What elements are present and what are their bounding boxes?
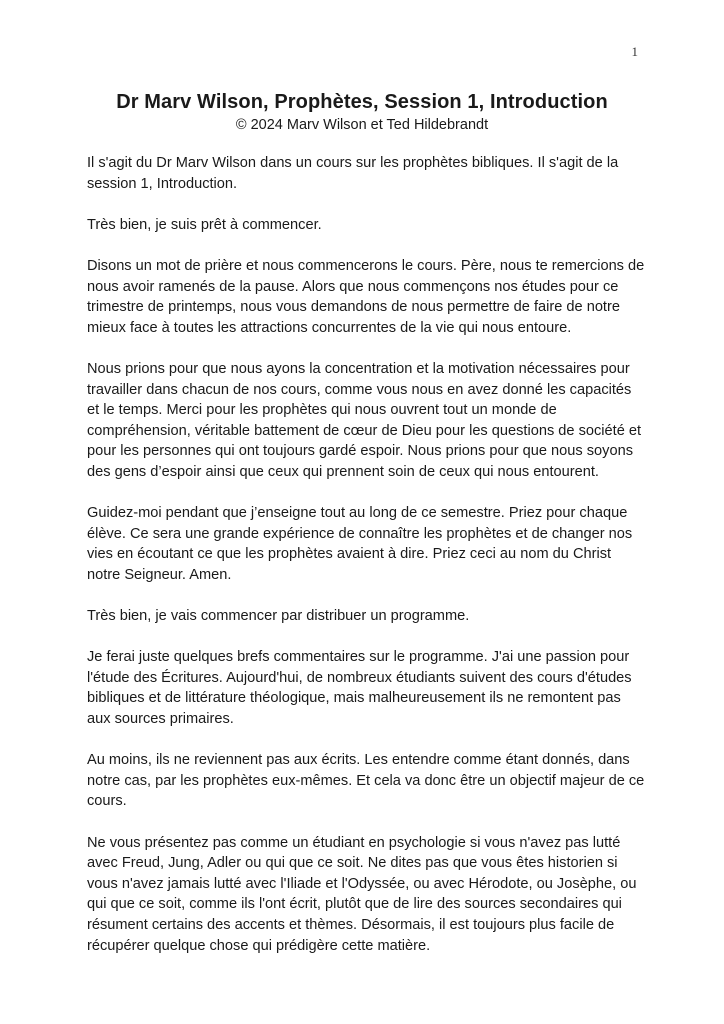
paragraph: Au moins, ils ne reviennent pas aux écrits. Les entendre comme étant donnés, dans notre cas, par les prophètes eux-mêmes. Et cela va donc être un objectif majeur de ce cours.: [87, 752, 645, 810]
page-number: 1: [631, 44, 638, 59]
document-header: [0, 90, 724, 135]
paragraph: Très bien, je vais commencer par distribuer un programme.: [87, 608, 470, 625]
paragraph: Nous prions pour que nous ayons la concentration et la motivation nécessaires pour travailler dans chacun de nos cours, comme vous nous en avez donné les capacités et le temps. Merci pour les prophètes qui nous ouvrent tout un monde de compréhension, véritable battement de cœur de Dieu pour les questions de société et pour les personnes qui ont toujours gardé espoir. Nous prions pour que nous soyons des gens d’espoir ainsi que ceux qui prennent soin de ceux qui nous entourent.: [87, 360, 642, 480]
paragraph: Je ferai juste quelques brefs commentaires sur le programme. J'ai une passion pour l'étude des Écritures. Aujourd'hui, de nombreux étudiants suivent des cours d'études bibliques et de littérature théologique, mais malheureusement ils ne remontent pas aux sources primaires.: [87, 649, 632, 728]
document-body: [87, 153, 647, 977]
document-title: Dr Marv Wilson, Prophètes, Session 1, Introduction: [116, 91, 608, 113]
paragraph: Guidez-moi pendant que j’enseigne tout au long de ce semestre. Priez pour chaque élève. Ce sera une grande expérience de connaître les prophètes et de changer nos vies en écoutant ce que les prophètes avaient à dire. Priez ceci au nom du Christ notre Seigneur. Amen.: [87, 505, 633, 583]
paragraph: Ne vous présentez pas comme un étudiant en psychologie si vous n'avez pas lutté avec Freud, Jung, Adler ou qui que ce soit. Ne dites pas que vous êtes historien si vous n'avez jamais lutté avec l'Iliade et l'Odyssée, ou avec Hérodote, ou Josèphe, ou qui que ce soit, comme ils l'ont écrit, plutôt que de lire des sources secondaires qui résument certains des accents et thèmes. Désormais, il est toujours plus facile de récupérer quelque chose qui prédigère cette matière.: [87, 834, 637, 954]
paragraph: Disons un mot de prière et nous commencerons le cours. Père, nous te remercions de nous avoir ramenés de la pause. Alors que nous commençons nos études pour ce trimestre de printemps, nous vous demandons de nous permettre de faire de notre mieux face à toutes les attractions concurrentes de la vie qui nous entoure.: [87, 257, 645, 336]
copyright-line: © 2024 Marv Wilson et Ted Hildebrandt: [235, 117, 489, 133]
paragraph: Il s'agit du Dr Marv Wilson dans un cours sur les prophètes bibliques. Il s'agit de la session 1, Introduction.: [87, 155, 619, 192]
paragraph: Très bien, je suis prêt à commencer.: [87, 216, 322, 233]
